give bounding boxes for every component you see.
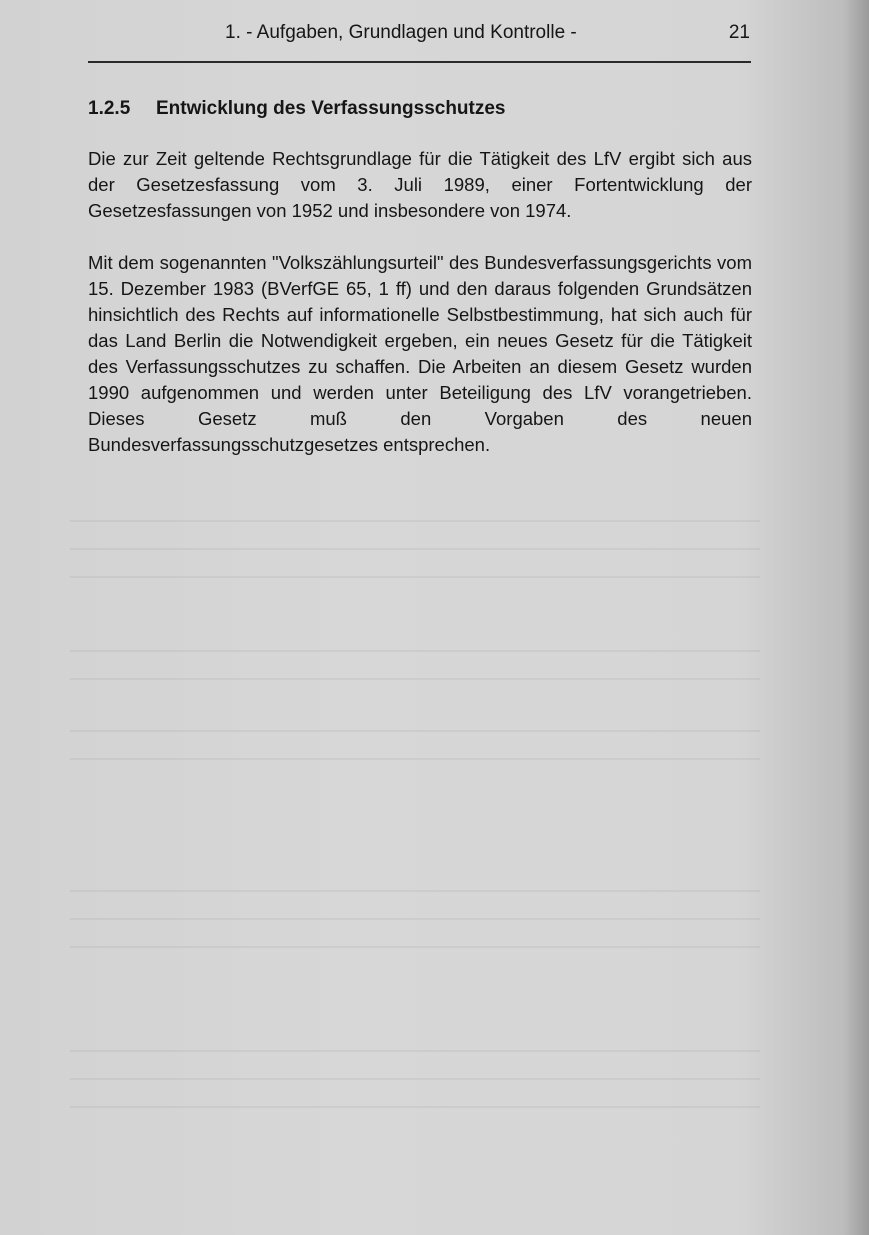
show-through-line xyxy=(70,1050,760,1052)
show-through-line xyxy=(70,890,760,892)
show-through-line xyxy=(70,918,760,920)
show-through-line xyxy=(70,576,760,578)
show-through-line xyxy=(70,650,760,652)
running-title: 1. - Aufgaben, Grundlagen und Kontrolle - xyxy=(225,22,577,43)
section-title: Entwicklung des Verfassungsschutzes xyxy=(156,98,506,119)
show-through-line xyxy=(70,548,760,550)
show-through-line xyxy=(70,520,760,522)
show-through-line xyxy=(70,1106,760,1108)
page-header xyxy=(88,18,750,50)
show-through-line xyxy=(70,758,760,760)
show-through-line xyxy=(70,730,760,732)
section-number: 1.2.5 xyxy=(88,98,131,119)
show-through-line xyxy=(70,678,760,680)
show-through-line xyxy=(70,1078,760,1080)
page-number: 21 xyxy=(728,22,750,43)
paragraph: Mit dem sogenannten "Volkszählungsurteil" des Bundesverfassungsgerichts vom 15. Dezember 1983 (BVerfGE 65, 1 ff) und den daraus folgenden Grundsätzen hinsichtlich des Rechts auf informationelle Selbstbestimmung, hat sich auch für das Land Berlin die Notwendigkeit ergeben, ein neues Gesetz für die Tätigkeit des Verfassungsschutzes zu schaffen. Die Arbeiten an diesem Gesetz wurden 1990 aufgenommen und werden unter Beteiligung des LfV vorangetrieben. Dieses Gesetz muß den Vorgaben des neuen Bundesverfassungsschutzgesetzes entsprechen. xyxy=(88,252,752,455)
section-heading xyxy=(88,98,506,120)
paragraph: Die zur Zeit geltende Rechtsgrundlage für die Tätigkeit des LfV ergibt sich aus der Gesetzesfassung vom 3. Juli 1989, einer Fortentwicklung der Gesetzesfassungen von 1952 und insbesondere von 1974. xyxy=(88,148,752,221)
show-through-line xyxy=(70,946,760,948)
header-divider xyxy=(88,61,751,63)
